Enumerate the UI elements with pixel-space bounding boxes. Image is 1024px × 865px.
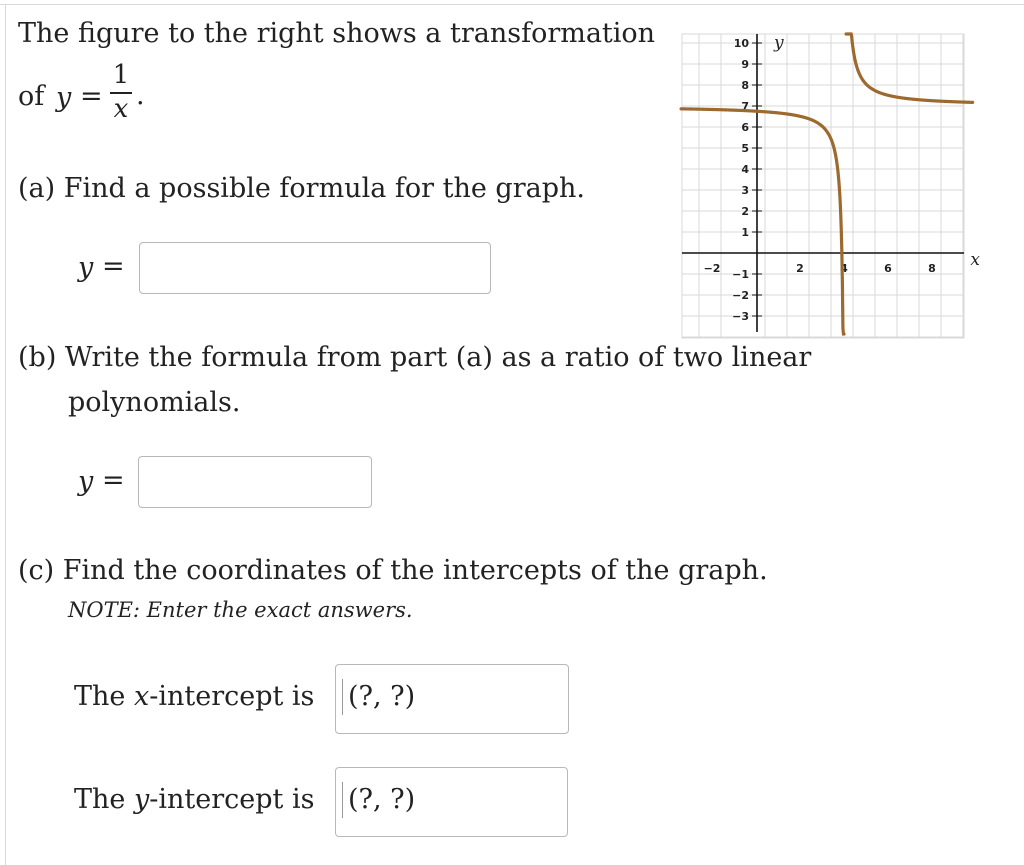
page-top-border [0, 4, 1024, 5]
part-c-prompt: (c) Find the coordinates of the intercepts of the graph. [18, 555, 768, 586]
x-tick-label: 6 [884, 262, 892, 275]
part-b-formula-input[interactable] [138, 456, 372, 508]
x-intercept-placeholder: (?, ?) [348, 681, 416, 712]
y-tick-label: 8 [741, 79, 749, 92]
y-intercept-var: y [133, 784, 150, 815]
y-intercept-label [74, 784, 314, 816]
y-tick-label: 4 [741, 163, 749, 176]
y-tick-label: −2 [732, 289, 749, 302]
x-intercept-prefix: The [74, 681, 126, 712]
page-left-border [5, 4, 6, 865]
y-intercept-input[interactable] [335, 767, 568, 837]
fraction-denominator: x [113, 94, 129, 124]
x-tick-label: −2 [703, 262, 721, 275]
y-tick-label: −3 [732, 310, 749, 323]
part-b-prompt-line-1: (b) Write the formula from part (a) as a ratio of two linear [18, 342, 812, 373]
y-tick-label: 1 [741, 226, 749, 239]
y-axis-label: y [774, 33, 784, 53]
x-intercept-input[interactable] [335, 664, 569, 734]
part-b-prompt-line-2: polynomials. [68, 387, 241, 418]
intro-equals: = [80, 81, 103, 112]
part-a-equals: = [102, 251, 125, 282]
y-tick-label: 7 [741, 100, 749, 113]
x-tick-label: 8 [928, 262, 936, 275]
x-axis-label: x [970, 250, 980, 270]
y-intercept-caret [342, 782, 343, 818]
y-tick-label: 2 [741, 205, 749, 218]
y-tick-label: 3 [741, 184, 749, 197]
y-tick-label: 5 [741, 142, 749, 155]
part-a-y-label: y [78, 252, 94, 283]
graph-grid [682, 34, 964, 338]
y-tick-label: 6 [741, 121, 749, 134]
part-b-y-label: y [78, 466, 94, 497]
part-b-equals: = [102, 465, 125, 496]
part-a-formula-input[interactable] [139, 242, 491, 294]
y-intercept-placeholder: (?, ?) [348, 784, 416, 815]
part-c-note: NOTE: Enter the exact answers. [68, 598, 413, 622]
y-intercept-prefix: The [74, 784, 126, 815]
curve-right-branch [846, 34, 973, 102]
x-tick-label: 2 [796, 262, 804, 275]
x-tick-label: 4 [840, 262, 848, 275]
x-intercept-suffix: -intercept is [149, 681, 315, 712]
transformation-graph [676, 22, 980, 342]
intro-y-var: y [56, 82, 72, 113]
y-intercept-suffix: -intercept is [149, 784, 315, 815]
fraction-numerator: 1 [112, 60, 130, 90]
intro-period: . [136, 80, 145, 111]
x-intercept-label [74, 681, 314, 713]
y-tick-label: 10 [733, 37, 749, 50]
intro-of: of [18, 81, 45, 112]
one-over-x-fraction [110, 60, 132, 123]
curve-left-branch [681, 109, 844, 334]
y-tick-label: −1 [732, 268, 749, 281]
intro-line-1: The figure to the right shows a transformation [18, 18, 656, 49]
y-tick-label: 9 [741, 58, 749, 71]
part-a-prompt: (a) Find a possible formula for the graph. [18, 173, 585, 204]
x-intercept-var: x [133, 681, 150, 712]
x-intercept-caret [342, 679, 343, 715]
